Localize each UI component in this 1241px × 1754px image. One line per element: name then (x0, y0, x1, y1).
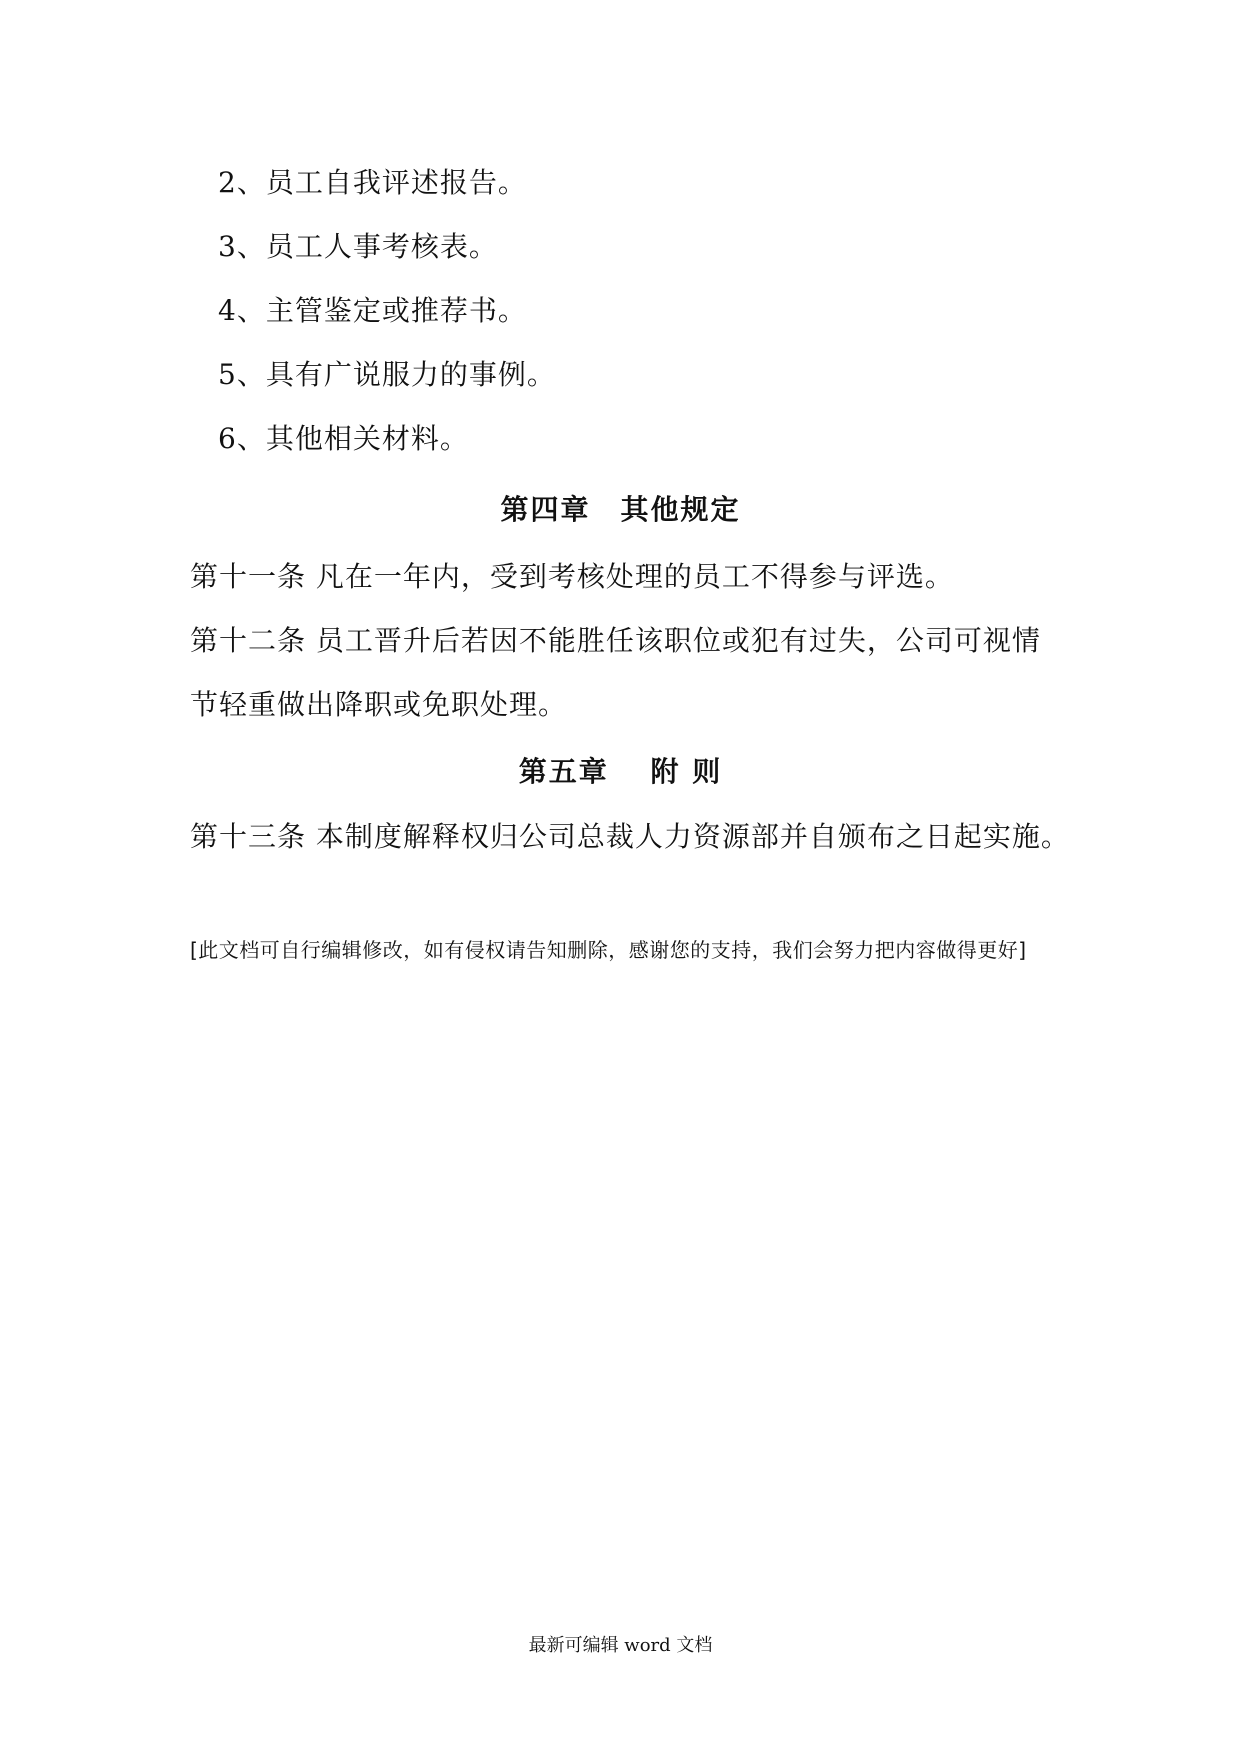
list-item: 6、其他相关材料。 (218, 422, 469, 455)
list-item: 2、员工自我评述报告。 (218, 166, 527, 199)
article-paragraph: 第十三条 本制度解释权归公司总裁人力资源部并自颁布之日起实施。 (190, 820, 1070, 853)
chapter-heading: 第五章 附 则 (518, 755, 723, 788)
list-item: 3、员工人事考核表。 (218, 230, 498, 263)
article-paragraph: 节轻重做出降职或免职处理。 (190, 688, 568, 721)
list-item: 5、具有广说服力的事例。 (218, 358, 556, 391)
article-paragraph: 第十一条 凡在一年内，受到考核处理的员工不得参与评选。 (190, 560, 954, 593)
list-item: 4、主管鉴定或推荐书。 (218, 294, 527, 327)
editorial-note: [此文档可自行编辑修改，如有侵权请告知删除，感谢您的支持，我们会努力把内容做得更好] (190, 938, 1027, 962)
article-paragraph: 第十二条 员工晋升后若因不能胜任该职位或犯有过失，公司可视情 (190, 624, 1041, 657)
page-footer: 最新可编辑 word 文档 (528, 1635, 713, 1656)
chapter-heading: 第四章 其他规定 (500, 493, 741, 526)
